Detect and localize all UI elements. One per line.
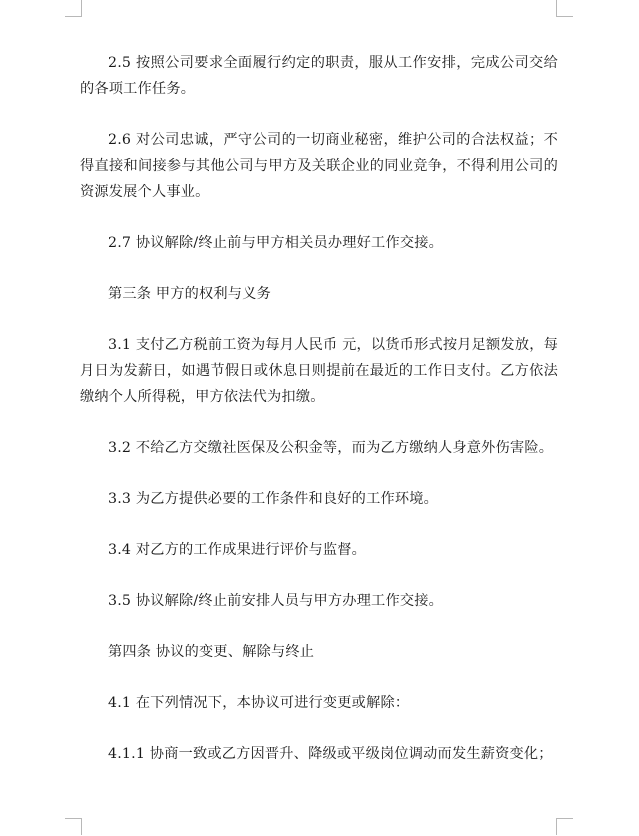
clause-2-7: 2.7 协议解除/终止前与甲方相关员办理好工作交接。: [108, 235, 443, 251]
clause-3-2: 3.2 不给乙方交缴社医保及公积金等，而为乙方缴纳人身意外伤害险。: [108, 440, 554, 456]
crop-mark-top-left: [65, 0, 82, 17]
clause-2-6: 2.6 对公司忠诚，严守公司的一切商业秘密，维护公司的合法权益；不得直接和间接参与其他公司与甲方及关联企业的同业竞争，不得利用公司的资源发展个人事业。: [80, 132, 558, 200]
clause-3-1: 3.1 支付乙方税前工资为每月人民币 元，以货币形式按月足额发放，每月日为发薪日，如遇节假日或休息日则提前在最近的工作日支付。乙方依法缴纳个人所得税，甲方依法代为扣缴。: [80, 337, 558, 405]
crop-mark-bottom-left: [65, 818, 82, 835]
article-3-heading: 第三条 甲方的权利与义务: [108, 286, 271, 302]
clause-3-3: 3.3 为乙方提供必要的工作条件和良好的工作环境。: [108, 491, 439, 507]
clause-3-4: 3.4 对乙方的工作成果进行评价与监督。: [108, 542, 367, 558]
crop-mark-top-right: [556, 0, 573, 17]
article-4-heading: 第四条 协议的变更、解除与终止: [108, 644, 315, 660]
clause-4-1-1: 4.1.1 协商一致或乙方因晋升、降级或平级岗位调动而发生薪资变化；: [108, 746, 553, 762]
clause-3-5: 3.5 协议解除/终止前安排人员与甲方办理工作交接。: [108, 593, 443, 609]
clause-2-5: 2.5 按照公司要求全面履行约定的职责，服从工作安排，完成公司交给的各项工作任务。: [80, 55, 558, 97]
crop-mark-bottom-right: [556, 818, 573, 835]
document-body: [80, 50, 558, 767]
clause-4-1: 4.1 在下列情况下，本协议可进行变更或解除：: [108, 695, 410, 711]
